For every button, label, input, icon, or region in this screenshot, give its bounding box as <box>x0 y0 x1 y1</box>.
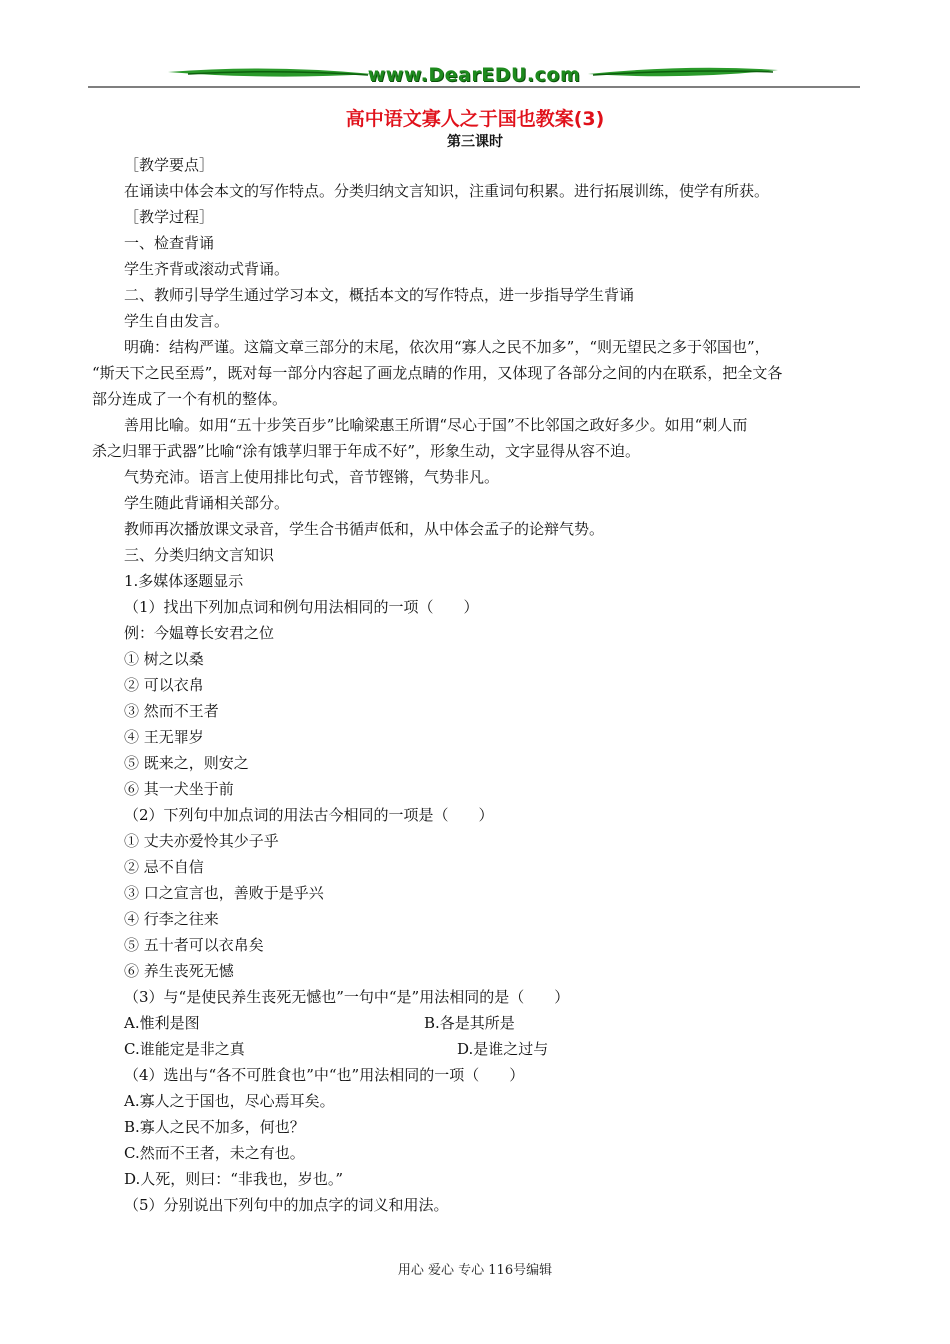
text-line: ④ 行李之往来 <box>124 910 219 928</box>
text-line: 学生随此背诵相关部分。 <box>124 494 290 512</box>
text-line: ① 丈夫亦爱怜其少子乎 <box>124 832 279 850</box>
text-line: （5）分别说出下列句中的加点字的词义和用法。 <box>124 1196 449 1214</box>
text-line: 二、教师引导学生通过学习本文，概括本文的写作特点，进一步指导学生背诵 <box>124 286 635 304</box>
text-line: 在诵读中体会本文的写作特点。分类归纳文言知识，注重词句积累。进行拓展训练，使学有所获。 <box>124 182 770 200</box>
text-line: A.惟利是图 <box>124 1014 200 1032</box>
text-line: 1.多媒体逐题显示 <box>124 572 244 590</box>
text-line: 一、检查背诵 <box>124 234 215 252</box>
text-line: （2）下列句中加点词的用法古今相同的一项是（ ） <box>124 806 494 824</box>
text-line: 明确：结构严谨。这篇文章三部分的末尾，依次用“寡人之民不加多”，“则无望民之多于邻国也”， <box>124 338 770 356</box>
text-line: 杀之归罪于武器”比喻“涂有饿莩归罪于年成不好”，形象生动，文字显得从容不迫。 <box>92 442 641 460</box>
text-line: C.谁能定是非之真 <box>124 1040 245 1058</box>
text-line: C.然而不王者，未之有也。 <box>124 1144 305 1162</box>
site-logo-text: www.DearEDU.com <box>367 64 581 86</box>
text-line: D.人死，则曰：“非我也，岁也。” <box>124 1170 344 1188</box>
text-line: ⑤ 既来之，则安之 <box>124 754 249 772</box>
text-line: ④ 王无罪岁 <box>124 728 204 746</box>
document-title: 高中语文寡人之于国也教案(3) <box>345 108 605 130</box>
text-line: ⑥ 其一犬坐于前 <box>124 780 234 798</box>
text-line: D.是谁之过与 <box>457 1040 549 1058</box>
text-line: ① 树之以桑 <box>124 650 204 668</box>
page-footer: 用心 爱心 专心 116号编辑 <box>397 1263 553 1278</box>
text-line: ［教学过程］ <box>124 208 215 226</box>
text-line: ③ 口之宣言也，善败于是乎兴 <box>124 884 324 902</box>
text-line: ［教学要点］ <box>124 156 215 174</box>
text-line: “斯天下之民至焉”，既对每一部分内容起了画龙点睛的作用，又体现了各部分之间的内在联系，把全文各 <box>92 364 783 382</box>
text-line: B.寡人之民不加多，何也？ <box>124 1118 305 1136</box>
text-line: 善用比喻。如用“五十步笑百步”比喻梁惠王所谓“尽心于国”不比邻国之政好多少。如用“刺人而 <box>124 416 748 434</box>
text-line: 学生齐背或滚动式背诵。 <box>124 260 290 278</box>
document-subtitle: 第三课时 <box>447 134 503 150</box>
text-line: ② 可以衣帛 <box>124 676 204 694</box>
text-line: 学生自由发言。 <box>124 312 230 330</box>
text-line: （3）与“是使民养生丧死无憾也”一句中“是”用法相同的是（ ） <box>124 988 570 1006</box>
text-line: 三、分类归纳文言知识 <box>124 546 275 564</box>
text-line: B.各是其所是 <box>424 1014 515 1032</box>
text-line: （1）找出下列加点词和例句用法相同的一项（ ） <box>124 598 479 616</box>
text-line: 气势充沛。语言上使用排比句式，音节铿锵，气势非凡。 <box>124 468 500 486</box>
site-header-banner <box>88 58 860 92</box>
text-line: （4）选出与“各不可胜食也”中“也”用法相同的一项（ ） <box>124 1066 525 1084</box>
text-line: 例：今媪尊长安君之位 <box>124 624 275 642</box>
text-line: 教师再次播放课文录音，学生合书循声低和，从中体会孟子的论辩气势。 <box>124 520 605 538</box>
text-line: A.寡人之于国也，尽心焉耳矣。 <box>124 1092 335 1110</box>
text-line: ② 忌不自信 <box>124 858 204 876</box>
text-line: ③ 然而不王者 <box>124 702 219 720</box>
text-line: ⑤ 五十者可以衣帛矣 <box>124 936 264 954</box>
text-line: 部分连成了一个有机的整体。 <box>92 390 288 408</box>
text-line: ⑥ 养生丧死无憾 <box>124 962 234 980</box>
